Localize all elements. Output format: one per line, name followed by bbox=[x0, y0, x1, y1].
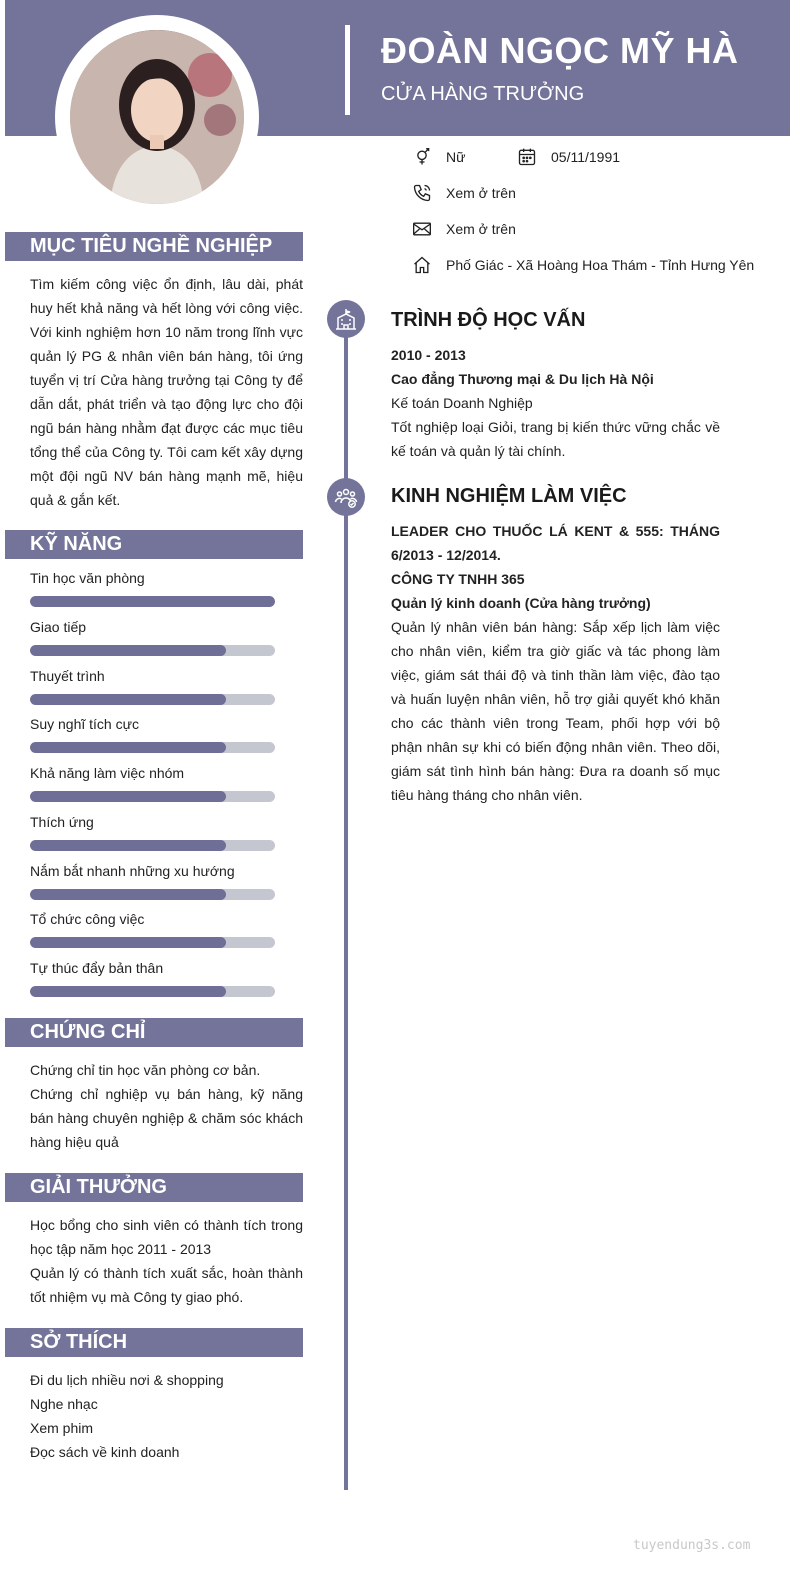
birthdate-value: 05/11/1991 bbox=[551, 149, 621, 165]
education-major: Kế toán Doanh Nghiệp bbox=[391, 395, 533, 411]
skill-label: Suy nghĩ tích cực bbox=[30, 716, 139, 733]
experience-heading: KINH NGHIỆM LÀM VIỆC bbox=[391, 485, 627, 507]
skill-label: Giao tiếp bbox=[30, 618, 87, 635]
address-value: Phố Giác - Xã Hoàng Hoa Thám - Tỉnh Hưng Yên bbox=[446, 257, 755, 273]
experience-company: CÔNG TY TNHH 365 bbox=[391, 571, 525, 587]
skill-bar-track bbox=[30, 694, 275, 705]
gender-icon bbox=[412, 147, 432, 167]
candidate-name: ĐOÀN NGỌC MỸ HÀ bbox=[381, 30, 739, 71]
objective-heading-text: MỤC TIÊU NGHỀ NGHIỆP bbox=[30, 235, 273, 257]
certificates-heading bbox=[5, 1018, 303, 1047]
skill-bar-fill bbox=[30, 840, 226, 851]
skill-label: Thuyết trình bbox=[30, 667, 105, 684]
skills-heading bbox=[5, 530, 303, 559]
skill-bar-track bbox=[30, 840, 275, 851]
skill-label: Tin học văn phòng bbox=[30, 570, 145, 586]
portrait-illustration bbox=[70, 30, 244, 204]
envelope-icon bbox=[412, 219, 432, 239]
education-school: Cao đẳng Thương mại & Du lịch Hà Nội bbox=[391, 371, 654, 387]
certificate-item: Chứng chỉ nghiệp vụ bán hàng, kỹ năng bán hàng chuyên nghiệp & chăm sóc khách hàng hiệu quả bbox=[30, 1086, 303, 1150]
skill-label: Nắm bắt nhanh những xu hướng bbox=[30, 862, 235, 879]
skill-bar-fill bbox=[30, 596, 275, 607]
awards-heading-text: GIẢI THƯỞNG bbox=[30, 1176, 167, 1198]
certificates-list bbox=[30, 1058, 303, 1154]
skills-heading-text: KỸ NĂNG bbox=[30, 533, 123, 555]
email-value: Xem ở trên bbox=[446, 221, 516, 237]
school-icon bbox=[334, 307, 358, 331]
skill-bar-track bbox=[30, 889, 275, 900]
avatar bbox=[70, 30, 244, 204]
hobby-item: Đọc sách về kinh doanh bbox=[30, 1444, 180, 1460]
skill-bar-fill bbox=[30, 889, 226, 900]
objective-text bbox=[30, 272, 303, 512]
experience-role-period: LEADER CHO THUỐC LÁ KENT & 555: THÁNG 6/2013 - 12/2014. bbox=[391, 523, 720, 563]
award-item: Học bổng cho sinh viên có thành tích trong học tập năm học 2011 - 2013 bbox=[30, 1217, 303, 1257]
skill-bar-track bbox=[30, 645, 275, 656]
skill-bar-track bbox=[30, 596, 275, 607]
objective-heading bbox=[5, 232, 303, 261]
experience-position: Quản lý kinh doanh (Cửa hàng trưởng) bbox=[391, 595, 651, 611]
skill-bar-fill bbox=[30, 937, 226, 948]
skill-bar-track bbox=[30, 937, 275, 948]
hobbies-list bbox=[30, 1368, 303, 1464]
education-period: 2010 - 2013 bbox=[391, 347, 466, 363]
experience-timeline-marker bbox=[327, 478, 365, 516]
education-description: Tốt nghiệp loại Giỏi, trang bị kiến thức vững chắc về kế toán và quản lý tài chính. bbox=[391, 419, 720, 459]
skill-bar-fill bbox=[30, 645, 226, 656]
hobbies-heading bbox=[5, 1328, 303, 1357]
award-item: Quản lý có thành tích xuất sắc, hoàn thành tốt nhiệm vụ mà Công ty giao phó. bbox=[30, 1265, 303, 1305]
contact-phone bbox=[412, 183, 516, 203]
hobby-item: Xem phim bbox=[30, 1420, 94, 1436]
phone-value: Xem ở trên bbox=[446, 185, 516, 201]
hobby-item: Nghe nhạc bbox=[30, 1396, 98, 1412]
hobbies-heading-text: SỞ THÍCH bbox=[30, 1331, 128, 1353]
skill-bar-fill bbox=[30, 791, 226, 802]
awards-list bbox=[30, 1213, 303, 1309]
candidate-title: CỬA HÀNG TRƯỞNG bbox=[381, 83, 585, 105]
phone-icon bbox=[412, 183, 432, 203]
calendar-icon bbox=[517, 147, 537, 167]
skill-label: Tự thúc đẩy bản thân bbox=[30, 960, 164, 976]
skill-bar-track bbox=[30, 742, 275, 753]
contact-email bbox=[412, 219, 516, 239]
certificates-heading-text: CHỨNG CHỈ bbox=[30, 1021, 146, 1043]
name-divider bbox=[345, 25, 350, 115]
contact-address bbox=[412, 255, 754, 275]
home-icon bbox=[412, 255, 432, 275]
team-icon bbox=[334, 485, 358, 509]
education-timeline-marker bbox=[327, 300, 365, 338]
watermark: tuyendung3s.com bbox=[633, 1538, 751, 1553]
skill-bar-track bbox=[30, 986, 275, 997]
skill-bar-fill bbox=[30, 694, 226, 705]
skill-bar-fill bbox=[30, 742, 226, 753]
skill-bar-fill bbox=[30, 986, 226, 997]
education-heading: TRÌNH ĐỘ HỌC VẤN bbox=[391, 309, 586, 331]
gender-value: Nữ bbox=[446, 149, 466, 165]
experience-description: Quản lý nhân viên bán hàng: Sắp xếp lịch làm việc cho nhân viên, kiểm tra giờ giấc và tác phong làm việc, giám sát thái độ và tinh thần làm việc, đào tạo và huấn luyện nhân viên, hỗ trợ giải quyết khó khăn cho các thành viên trong Team, phối hợp với bộ phận nhân sự khi có biến động nhân viên. Theo dõi, giám sát tình hình bán hàng: Đưa ra doanh số mục tiêu hàng tháng cho nhân viên. bbox=[391, 619, 720, 803]
skill-label: Tổ chức công việc bbox=[30, 911, 145, 928]
contact-birthdate bbox=[517, 147, 620, 167]
skill-bar-track bbox=[30, 791, 275, 802]
awards-heading bbox=[5, 1173, 303, 1202]
contact-gender bbox=[412, 147, 465, 167]
skill-label: Thích ứng bbox=[30, 813, 94, 830]
hobby-item: Đi du lịch nhiều nơi & shopping bbox=[30, 1372, 224, 1388]
objective-paragraph: Tìm kiếm công việc ổn định, lâu dài, phát huy hết khả năng và hết lòng với công việc. Với kinh nghiệm hơn 10 năm trong lĩnh vực quản lý PG & nhân viên bán hàng, tôi ứng tuyển vị trí Cửa hàng trưởng tại Công ty để dẫn dắt, phát triển và tạo động lực cho đội ngũ bán hàng nhằm đạt được các mục tiêu tổng thể của Công ty. Tôi cam kết xây dựng một đội ngũ NV bán hàng mạnh mẽ, hiệu quả & gắn kết. bbox=[30, 276, 303, 508]
skill-label: Khả năng làm việc nhóm bbox=[30, 765, 185, 781]
certificate-item: Chứng chỉ tin học văn phòng cơ bản. bbox=[30, 1062, 261, 1078]
